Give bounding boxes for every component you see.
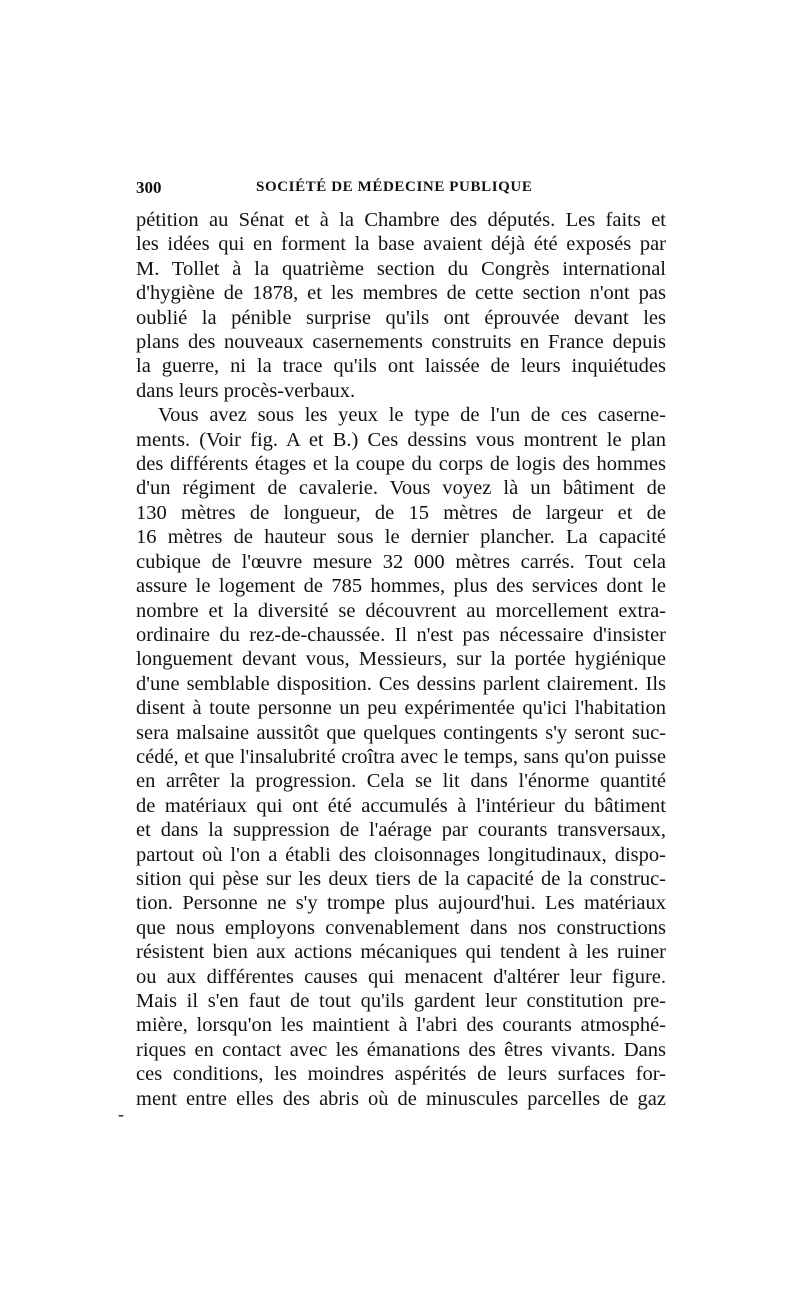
text-line: riques en contact avec les émanations des êtres vivants. Dans xyxy=(136,1038,666,1061)
text-line: résistent bien aux actions mécaniques qui tendent à les ruiner xyxy=(136,941,666,964)
text-line: longuement devant vous, Messieurs, sur la portée hygiénique xyxy=(136,648,666,671)
text-line: 16 mètres de hauteur sous le dernier plancher. La capacité xyxy=(136,526,666,549)
text-line: mière, lorsqu'on les maintient à l'abri des courants atmosphé- xyxy=(136,1014,666,1037)
text-line: oublié la pénible surprise qu'ils ont éprouvée devant les xyxy=(136,306,666,329)
text-line: d'une semblable disposition. Ces dessins parlent clairement. Ils xyxy=(136,672,666,695)
text-line: sera malsaine aussitôt que quelques contingents s'y seront suc- xyxy=(136,721,666,744)
text-line: d'un régiment de cavalerie. Vous voyez là un bâtiment de xyxy=(136,477,666,500)
text-line: Vous avez sous les yeux le type de l'un de ces caserne- xyxy=(158,404,666,427)
text-line: ments. (Voir fig. A et B.) Ces dessins vous montrent le plan xyxy=(136,428,666,451)
text-line: et dans la suppression de l'aérage par courants transversaux, xyxy=(136,819,666,842)
text-line: ces conditions, les moindres aspérités de leurs surfaces for- xyxy=(136,1063,666,1086)
text-line: ment entre elles des abris où de minuscules parcelles de gaz xyxy=(136,1087,666,1110)
text-line: pétition au Sénat et à la Chambre des députés. Les faits et xyxy=(136,209,666,231)
text-line: Mais il s'en faut de tout qu'ils gardent leur constitution pre- xyxy=(136,990,666,1012)
text-line: des différents étages et la coupe du corps de logis des hommes xyxy=(136,453,666,476)
text-line: assure le logement de 785 hommes, plus des services dont le xyxy=(136,575,666,598)
text-line: dans leurs procès-verbaux. xyxy=(136,379,356,402)
paragraph-2 xyxy=(136,403,666,1111)
text-line: nombre et la diversité se découvrent au morcellement extra- xyxy=(136,599,666,622)
text-line: cubique de l'œuvre mesure 32 000 mètres carrés. Tout cela xyxy=(136,550,666,573)
body-text xyxy=(136,208,666,1111)
text-line: 130 mètres de longueur, de 15 mètres de largeur et de xyxy=(136,501,666,524)
text-line: ou aux différentes causes qui menacent d'altérer leur figure. xyxy=(136,965,666,988)
paragraph-1 xyxy=(136,208,666,403)
text-line: sition qui pèse sur les deux tiers de la capacité de la construc- xyxy=(136,867,666,890)
text-line: M. Tollet à la quatrième section du Congrès international xyxy=(136,257,666,280)
page-number: 300 xyxy=(136,178,162,197)
text-line: la guerre, ni la trace qu'ils ont laissée de leurs inquiétudes xyxy=(136,355,666,378)
text-line: partout où l'on a établi des cloisonnages longitudinaux, dispo- xyxy=(136,843,666,866)
text-line: plans des nouveaux casernements construits en France depuis xyxy=(136,331,666,354)
text-line: tion. Personne ne s'y trompe plus aujourd'hui. Les matériaux xyxy=(136,892,666,915)
text-line: cédé, et que l'insalubrité croîtra avec le temps, sans qu'on puisse xyxy=(136,745,666,768)
running-head: SOCIÉTÉ DE MÉDECINE PUBLIQUE xyxy=(256,179,533,195)
text-line: de matériaux qui ont été accumulés à l'intérieur du bâtiment xyxy=(136,794,666,817)
text-line: disent à toute personne un peu expérimentée qu'ici l'habitation xyxy=(136,697,666,720)
text-line: les idées qui en forment la base avaient déjà été exposés par xyxy=(136,233,666,256)
text-line: en arrêter la progression. Cela se lit dans l'énorme quantité xyxy=(136,770,666,793)
margin-mark: - xyxy=(118,1104,124,1124)
text-line: d'hygiène de 1878, et les membres de cette section n'ont pas xyxy=(136,282,666,305)
page-header xyxy=(136,178,666,202)
text-line: que nous employons convenablement dans nos constructions xyxy=(136,916,666,939)
text-line: ordinaire du rez-de-chaussée. Il n'est pas nécessaire d'insister xyxy=(136,623,666,646)
